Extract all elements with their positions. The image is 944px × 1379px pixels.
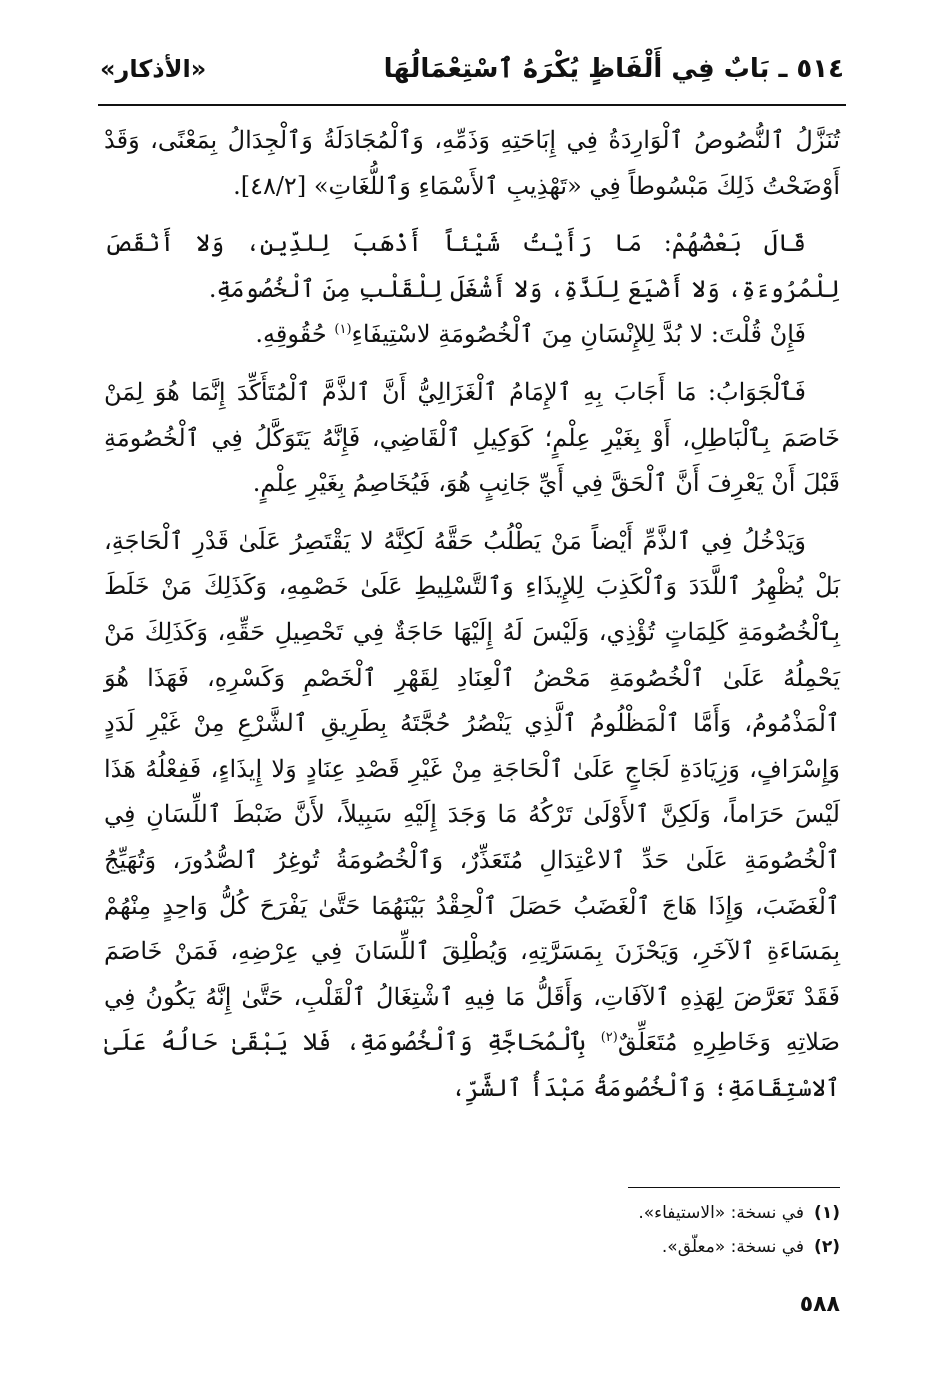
footnote-ref-2[interactable]: (٢) [600,1030,618,1046]
footnote-text: في نسخة: «معلّق». [661,1237,805,1257]
main-text [104,118,840,1111]
page-number: ٥٨٨ [799,1292,840,1317]
footnote-2 [104,1230,840,1264]
footnote-rule [628,1187,840,1188]
discussion-text: وَيَدْخُلُ فِي ٱلذَّمِّ أَيْضاً مَنْ يَطْلُبُ حَقَّهُ لَكِنَّهُ لا يَقْتَصِرُ عَلَىٰ قَدْرِ ٱلْحَاجَةِ، بَلْ يُظْهِرُ ٱللَّدَدَ وَٱلْكَذِبَ لِلإِيذَاءِ وَٱلتَّسْلِيطِ عَلَىٰ خَصْمِهِ، وَكَذَلِكَ مَنْ خَلَطَ بِٱلْخُصُومَةِ كَلِمَاتٍ تُؤْذِي، وَلَيْسَ لَهُ إِلَيْهَا حَاجَةٌ فِي تَحْصِيلِ حَقِّهِ، وَكَذَلِكَ مَنْ يَحْمِلُهُ عَلَىٰ ٱلْخُصُومَةِ مَحْضُ ٱلْعِنَادِ لِقَهْرِ ٱلْخَصْمِ وَكَسْرِهِ، فَهَذَا هُوَ ٱلْمَذْمُومُ، وَأَمَّا ٱلْمَظْلُومُ ٱلَّذِي يَنْصُرُ حُجَّتَهُ بِطَرِيقِ ٱلشَّرْعِ مِنْ غَيْرِ لَدَدٍ وَإِسْرَافٍ، وَزِيَادَةِ لَجَاجٍ عَلَىٰ ٱلْحَاجَةِ مِنْ غَيْرِ قَصْدِ عِنَادٍ وَلا إِيذَاءٍ، فَفِعْلُهُ هَذَا لَيْسَ حَرَاماً، وَلَكِنَّ ٱلأَوْلَىٰ تَرْكُهُ مَا وَجَدَ إِلَيْهِ سَبِيلاً، لأَنَّ ضَبْطَ ٱللِّسَانِ فِي ٱلْخُصُومَةِ عَلَىٰ حَدِّ ٱلاعْتِدَالِ مُتَعَذِّرٌ، وَٱلْخُصُومَةُ تُوغِرُ ٱلصُّدُورَ، وَتُهَيِّجُ ٱلْغَضَبَ، وَإِذَا هَاجَ ٱلْغَضَبُ حَصَلَ ٱلْحِقْدُ بَيْنَهُمَا حَتَّىٰ يَفْرَحَ كُلُّ وَاحِدٍ مِنْهُمْ بِمَسَاءَةِ ٱلآخَرِ، وَيَحْزَنَ بِمَسَرَّتِهِ، وَيُطْلِقَ ٱللِّسَانَ فِي عِرْضِهِ، فَمَنْ خَاصَمَ فَقَدْ تَعَرَّضَ لِهَذِهِ ٱلآفَاتِ، وَأَقَلُّ مَا فِيهِ ٱشْتِغَالُ ٱلْقَلْبِ، حَتَّىٰ إِنَّهُ يَكُونُ فِي صَلاتِهِ وَخَاطِرِهِ مُتَعَلِّقٌ [104,526,840,1057]
footnote-1 [104,1196,840,1230]
running-header [100,40,844,98]
footnote-number: (١) [814,1203,840,1223]
question-text: فَإِنْ قُلْتَ: لا بُدَّ لِلإِنْسَانِ مِنَ ٱلْخُصُومَةِ لاسْتِيفَاءِ [351,320,806,349]
footnote-ref-1[interactable]: (١) [334,322,352,338]
paragraph-continuation: تُنَزَّلُ ٱلنُّصُوصُ ٱلْوَارِدَةُ فِي إِبَاحَتِهِ وَذَمِّهِ، وَٱلْمُجَادَلَةُ وَٱلْجِدَالُ بِمَعْنًى، وَقَدْ أَوْضَحْتُ ذَلِكَ مَبْسُوطاً فِي «تَهْذِيبِ ٱلأَسْمَاءِ وَٱللُّغَاتِ» [٤٨/٢]. [104,126,840,200]
footnote-number: (٢) [814,1237,840,1257]
paragraph-discussion [104,519,840,1112]
book-title: «الأذكار» [100,55,207,83]
paragraph-answer: فَٱلْجَوَابُ: مَا أَجَابَ بِهِ ٱلإِمَامُ ٱلْغَزَالِيُّ أَنَّ ٱلذَّمَّ ٱلْمُتَأَكِّدَ إِنَّمَا هُوَ لِمَنْ خَاصَمَ بِٱلْبَاطِلِ، أَوْ بِغَيْرِ عِلْمٍ؛ كَوَكِيلِ ٱلْقَاضِي، فَإِنَّهُ يَتَوَكَّلُ فِي ٱلْخُصُومَةِ قَبْلَ أَنْ يَعْرِفَ أَنَّ ٱلْحَقَّ فِي أَيِّ جَانِبٍ هُوَ، فَيُخَاصِمُ بِغَيْرِ عِلْمٍ. [104,377,840,498]
footnotes [104,1196,840,1264]
chapter-title: ٥١٤ ـ بَابٌ فِي أَلْفَاظٍ يُكْرَهُ ٱسْتِعْمَالُهَا [383,54,844,84]
discussion-text-end: بِٱلْمُحَاجَّةِ وَٱلْخُصُومَةِ، فَلا يَبْقَىٰ حَالُهُ عَلَىٰ ٱلاسْتِقَامَةِ؛ وَٱلْخُصُومَةُ مَبْدَأُ ٱلشَّرِّ، [104,1028,840,1102]
footnote-text: في نسخة: «الاستيفاء». [638,1203,805,1223]
paragraph-quote: قَالَ بَعْضُهُمْ: مَا رَأَيْتُ شَيْئاً أَذْهَبَ لِلدِّينِ، وَلا أَنْقَصَ لِلْمُرُوءَةِ، وَلا أَضْيَعَ لِلَذَّةِ، وَلا أَشْغَلَ لِلْقَلْبِ مِنَ ٱلْخُصُومَةِ. [104,229,840,303]
question-text-end: حُقُوقِهِ. [255,320,335,349]
paragraph-question [104,312,840,358]
header-rule [98,104,846,106]
